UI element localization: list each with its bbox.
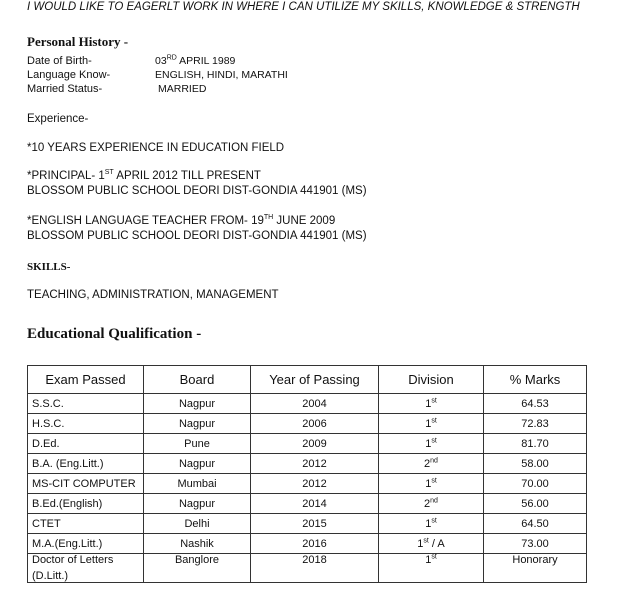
education-table — [27, 365, 587, 583]
cell-division: 1st — [379, 394, 484, 414]
experience-summary: *10 YEARS EXPERIENCE IN EDUCATION FIELD — [27, 142, 285, 154]
teacher-school: BLOSSOM PUBLIC SCHOOL DEORI DIST-GONDIA 441901 (MS) — [27, 230, 367, 242]
cell-marks: 72.83 — [484, 414, 587, 434]
cell-division: 1st — [379, 514, 484, 534]
skills-list: TEACHING, ADMINISTRATION, MANAGEMENT — [27, 289, 279, 301]
cell-year: 2014 — [251, 494, 379, 514]
dob-label: Date of Birth- — [27, 55, 92, 67]
cell-division: 1st — [379, 434, 484, 454]
skills-heading: SKILLS- — [27, 261, 71, 273]
cell-division: 1st — [379, 414, 484, 434]
principal-role: *PRINCIPAL- 1ST APRIL 2012 TILL PRESENT — [27, 169, 261, 182]
cell-board: Mumbai — [144, 474, 251, 494]
cell-board: Nagpur — [144, 454, 251, 474]
table-row — [28, 534, 587, 554]
experience-heading: Experience- — [27, 113, 89, 125]
cell-exam: M.A.(Eng.Litt.) — [28, 534, 144, 554]
cell-board: Nagpur — [144, 494, 251, 514]
cell-marks: 64.50 — [484, 514, 587, 534]
cell-division: 1st — [379, 474, 484, 494]
education-heading: Educational Qualification - — [27, 326, 202, 342]
dob-value: 03RD APRIL 1989 — [155, 54, 236, 67]
language-value: ENGLISH, HINDI, MARATHI — [155, 69, 288, 81]
cell-year: 2009 — [251, 434, 379, 454]
cell-division: 1st — [379, 554, 484, 583]
cell-board: Nagpur — [144, 414, 251, 434]
cell-year: 2012 — [251, 474, 379, 494]
table-row — [28, 494, 587, 514]
cell-exam: MS-CIT COMPUTER — [28, 474, 144, 494]
cell-exam: B.Ed.(English) — [28, 494, 144, 514]
cell-marks: 70.00 — [484, 474, 587, 494]
cell-exam: D.Ed. — [28, 434, 144, 454]
header-exam-passed: Exam Passed — [28, 366, 144, 394]
cell-board: Delhi — [144, 514, 251, 534]
table-row — [28, 454, 587, 474]
cell-marks: Honorary — [484, 554, 587, 583]
teacher-role: *ENGLISH LANGUAGE TEACHER FROM- 19TH JUNE 2009 — [27, 214, 336, 227]
cell-marks: 64.53 — [484, 394, 587, 414]
table-row — [28, 434, 587, 454]
cell-exam: Doctor of Letters (D.Litt.) — [28, 554, 144, 583]
cell-division: 1st / A — [379, 534, 484, 554]
cell-division: 2nd — [379, 454, 484, 474]
cell-board: Nashik — [144, 534, 251, 554]
cell-marks: 73.00 — [484, 534, 587, 554]
header-board: Board — [144, 366, 251, 394]
cell-year: 2015 — [251, 514, 379, 534]
header-division: Division — [379, 366, 484, 394]
cell-board: Nagpur — [144, 394, 251, 414]
cell-division: 2nd — [379, 494, 484, 514]
cell-exam: CTET — [28, 514, 144, 534]
married-label: Married Status- — [27, 83, 103, 95]
table-header-row — [28, 366, 587, 394]
cell-board: Banglore — [144, 554, 251, 583]
cell-marks: 81.70 — [484, 434, 587, 454]
cell-marks: 56.00 — [484, 494, 587, 514]
cell-year: 2004 — [251, 394, 379, 414]
table-row — [28, 474, 587, 494]
table-row — [28, 414, 587, 434]
cell-exam: H.S.C. — [28, 414, 144, 434]
cell-exam: B.A. (Eng.Litt.) — [28, 454, 144, 474]
header-marks: % Marks — [484, 366, 587, 394]
cell-year: 2018 — [251, 554, 379, 583]
cell-exam: S.S.C. — [28, 394, 144, 414]
married-value: MARRIED — [158, 83, 207, 95]
header-year-of-passing: Year of Passing — [251, 366, 379, 394]
cell-board: Pune — [144, 434, 251, 454]
career-objective: I WOULD LIKE TO EAGERLT WORK IN WHERE I CAN UTILIZE MY SKILLS, KNOWLEDGE & STRENGTH — [27, 1, 580, 13]
personal-history-heading: Personal History - — [27, 34, 129, 49]
language-label: Language Know- — [27, 69, 111, 81]
table-row — [28, 514, 587, 534]
cell-marks: 58.00 — [484, 454, 587, 474]
cell-year: 2006 — [251, 414, 379, 434]
cell-year: 2016 — [251, 534, 379, 554]
table-row — [28, 394, 587, 414]
cell-year: 2012 — [251, 454, 379, 474]
table-row — [28, 554, 587, 583]
principal-school: BLOSSOM PUBLIC SCHOOL DEORI DIST-GONDIA 441901 (MS) — [27, 185, 367, 197]
